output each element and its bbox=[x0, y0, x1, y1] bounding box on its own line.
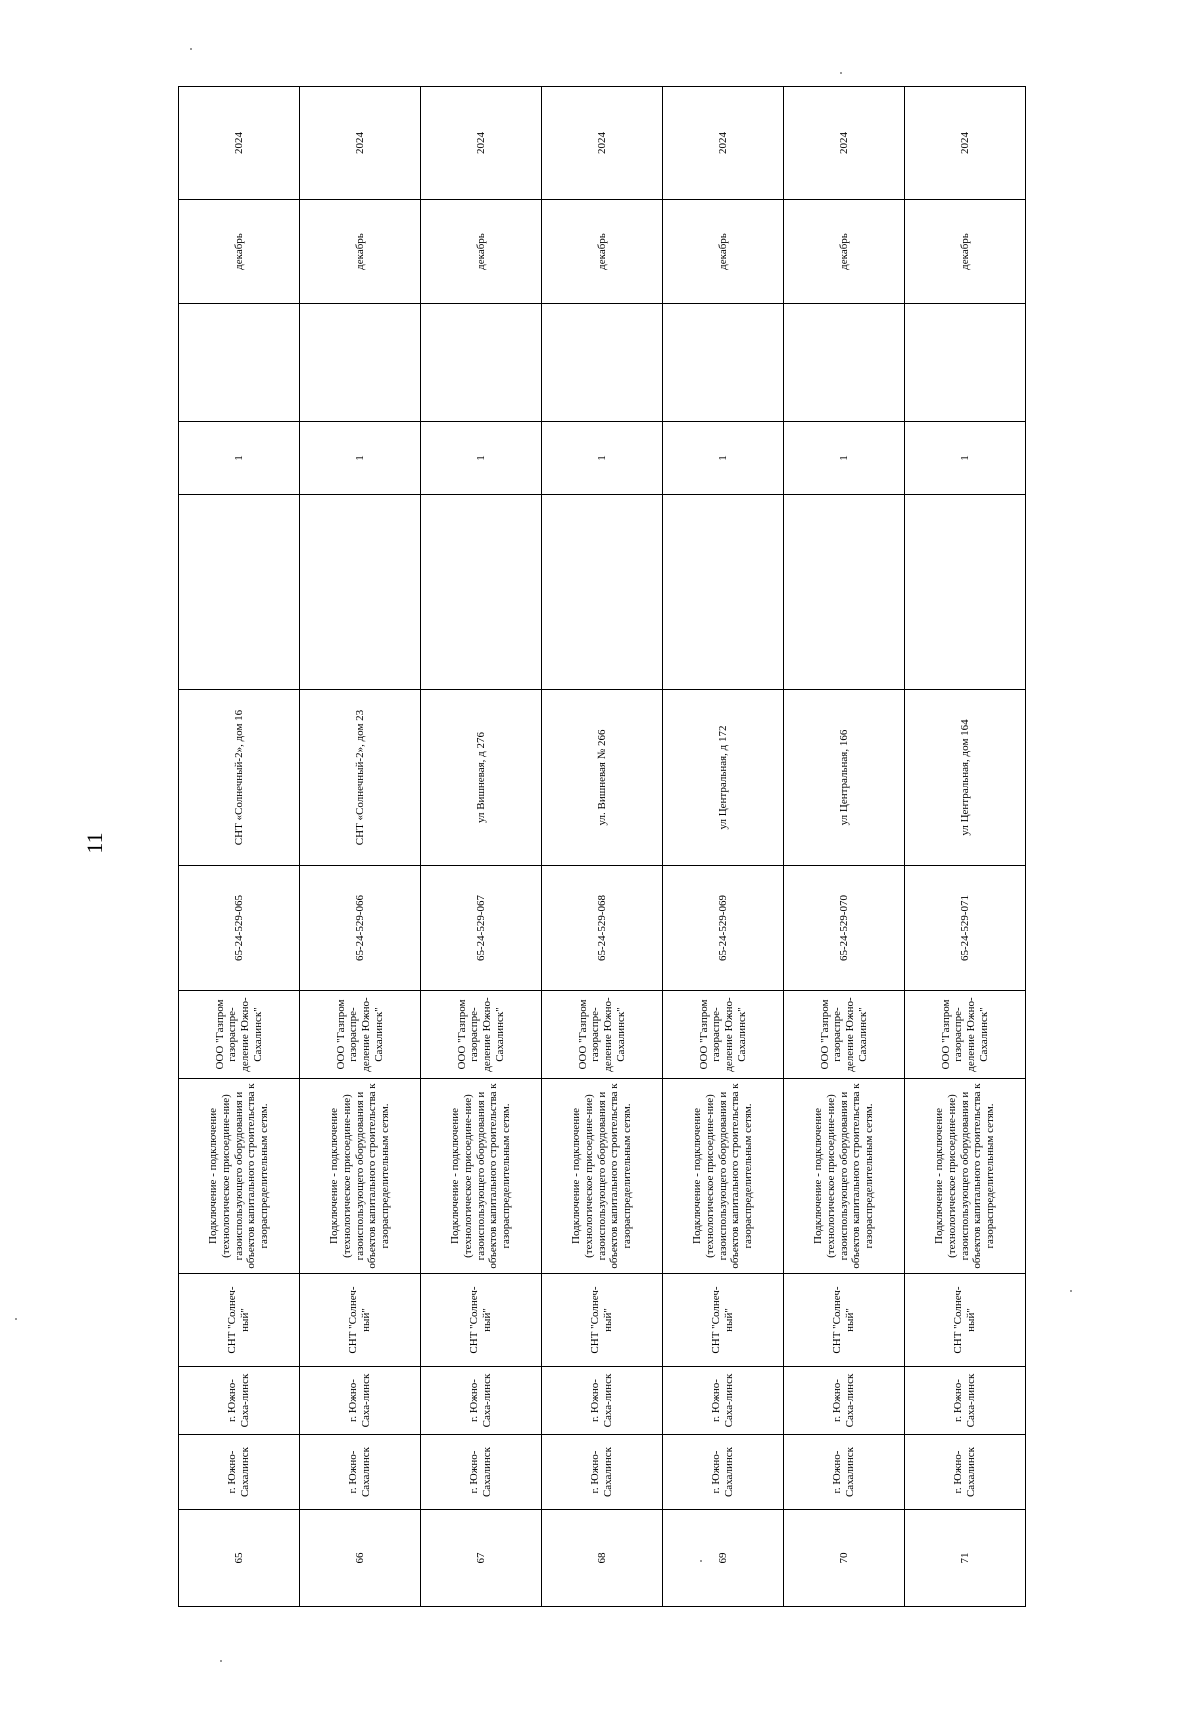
cell-extra bbox=[542, 495, 663, 690]
cell-description: Подключение - подключение (технологическое присоедине-ние) газоиспользующего оборудования и объектов капитального строительства к газораспределительным сетям. bbox=[784, 1079, 905, 1274]
cell-address: ул. Вишневая № 266 bbox=[542, 690, 663, 866]
cell-code: 65-24-529-070 bbox=[784, 866, 905, 991]
scan-speck bbox=[1070, 1290, 1072, 1292]
cell-description: Подключение - подключение (технологическое присоедине-ние) газоиспользующего оборудования и объектов капитального строительства к газораспределительным сетям. bbox=[421, 1079, 542, 1274]
cell-month: декабрь bbox=[421, 200, 542, 304]
cell-operator: ООО "Газпром газораспре-деление Южно-Сахалинск" bbox=[300, 991, 421, 1079]
cell-month: декабрь bbox=[663, 200, 784, 304]
cell-snt: СНТ "Солнеч-ный" bbox=[300, 1274, 421, 1367]
cell-district: г. Южно-Саха-линск bbox=[179, 1367, 300, 1435]
cell-year: 2024 bbox=[784, 87, 905, 200]
cell-month: декабрь bbox=[179, 200, 300, 304]
cell-snt: СНТ "Солнеч-ный" bbox=[905, 1274, 1026, 1367]
table-row bbox=[905, 87, 1026, 1607]
cell-qty: 1 bbox=[179, 422, 300, 495]
cell-operator: ООО "Газпром газораспре-деление Южно-Сахалинск" bbox=[663, 991, 784, 1079]
cell-description: Подключение - подключение (технологическое присоедине-ние) газоиспользующего оборудования и объектов капитального строительства к газораспределительным сетям. bbox=[300, 1079, 421, 1274]
scan-speck bbox=[220, 1660, 222, 1662]
cell-city: г. Южно-Сахалинск bbox=[542, 1435, 663, 1510]
cell-city: г. Южно-Сахалинск bbox=[663, 1435, 784, 1510]
cell-city: г. Южно-Сахалинск bbox=[905, 1435, 1026, 1510]
cell-year: 2024 bbox=[905, 87, 1026, 200]
cell-extra bbox=[300, 495, 421, 690]
rotated-table-frame bbox=[178, 87, 1026, 1607]
cell-operator: ООО "Газпром газораспре-деление Южно-Сахалинск" bbox=[784, 991, 905, 1079]
cell-address: ул Центральная, дом 164 bbox=[905, 690, 1026, 866]
table-row bbox=[179, 87, 300, 1607]
cell-address: СНТ «Солнечный-2», дом 23 bbox=[300, 690, 421, 866]
cell-district: г. Южно-Саха-линск bbox=[905, 1367, 1026, 1435]
cell-code: 65-24-529-067 bbox=[421, 866, 542, 991]
cell-num: 71 bbox=[905, 1510, 1026, 1607]
cell-qty: 1 bbox=[663, 422, 784, 495]
cell-district: г. Южно-Саха-линск bbox=[542, 1367, 663, 1435]
cell-snt: СНТ "Солнеч-ный" bbox=[179, 1274, 300, 1367]
cell-year: 2024 bbox=[542, 87, 663, 200]
cell-num: 67 bbox=[421, 1510, 542, 1607]
scan-speck bbox=[190, 48, 192, 50]
page-number: 11 bbox=[82, 832, 107, 854]
cell-district: г. Южно-Саха-линск bbox=[784, 1367, 905, 1435]
cell-operator: ООО "Газпром газораспре-деление Южно-Сахалинск" bbox=[179, 991, 300, 1079]
cell-num: 65 bbox=[179, 1510, 300, 1607]
cell-num: 69 bbox=[663, 1510, 784, 1607]
cell-extra bbox=[784, 495, 905, 690]
cell-month: декабрь bbox=[905, 200, 1026, 304]
cell-blank bbox=[421, 304, 542, 422]
cell-code: 65-24-529-069 bbox=[663, 866, 784, 991]
cell-month: декабрь bbox=[542, 200, 663, 304]
cell-num: 70 bbox=[784, 1510, 905, 1607]
cell-city: г. Южно-Сахалинск bbox=[421, 1435, 542, 1510]
scan-speck bbox=[15, 1318, 17, 1320]
cell-year: 2024 bbox=[663, 87, 784, 200]
cell-qty: 1 bbox=[542, 422, 663, 495]
cell-qty: 1 bbox=[905, 422, 1026, 495]
connection-register-table bbox=[178, 86, 1026, 1607]
cell-qty: 1 bbox=[300, 422, 421, 495]
cell-address: ул Центральная, д 172 bbox=[663, 690, 784, 866]
cell-snt: СНТ "Солнеч-ный" bbox=[542, 1274, 663, 1367]
table-row bbox=[421, 87, 542, 1607]
scan-speck bbox=[840, 72, 842, 74]
cell-extra bbox=[663, 495, 784, 690]
cell-extra bbox=[179, 495, 300, 690]
cell-address: ул Центральная, 166 bbox=[784, 690, 905, 866]
table-row bbox=[784, 87, 905, 1607]
cell-code: 65-24-529-065 bbox=[179, 866, 300, 991]
cell-address: СНТ «Солнечный-2», дом 16 bbox=[179, 690, 300, 866]
cell-code: 65-24-529-071 bbox=[905, 866, 1026, 991]
cell-snt: СНТ "Солнеч-ный" bbox=[421, 1274, 542, 1367]
cell-description: Подключение - подключение (технологическое присоедине-ние) газоиспользующего оборудования и объектов капитального строительства к газораспределительным сетям. bbox=[179, 1079, 300, 1274]
table-row bbox=[663, 87, 784, 1607]
table-row bbox=[542, 87, 663, 1607]
cell-district: г. Южно-Саха-линск bbox=[663, 1367, 784, 1435]
cell-qty: 1 bbox=[421, 422, 542, 495]
cell-city: г. Южно-Сахалинск bbox=[179, 1435, 300, 1510]
cell-blank bbox=[784, 304, 905, 422]
table-container bbox=[178, 87, 1026, 1607]
scan-speck bbox=[700, 1560, 702, 1562]
cell-district: г. Южно-Саха-линск bbox=[421, 1367, 542, 1435]
cell-qty: 1 bbox=[784, 422, 905, 495]
cell-blank bbox=[300, 304, 421, 422]
cell-address: ул Вишневая, д 276 bbox=[421, 690, 542, 866]
cell-year: 2024 bbox=[179, 87, 300, 200]
cell-blank bbox=[179, 304, 300, 422]
cell-city: г. Южно-Сахалинск bbox=[784, 1435, 905, 1510]
cell-operator: ООО "Газпром газораспре-деление Южно-Сахалинск" bbox=[542, 991, 663, 1079]
cell-month: декабрь bbox=[300, 200, 421, 304]
cell-blank bbox=[663, 304, 784, 422]
cell-extra bbox=[421, 495, 542, 690]
cell-description: Подключение - подключение (технологическое присоедине-ние) газоиспользующего оборудования и объектов капитального строительства к газораспределительным сетям. bbox=[663, 1079, 784, 1274]
cell-month: декабрь bbox=[784, 200, 905, 304]
cell-city: г. Южно-Сахалинск bbox=[300, 1435, 421, 1510]
cell-description: Подключение - подключение (технологическое присоедине-ние) газоиспользующего оборудования и объектов капитального строительства к газораспределительным сетям. bbox=[542, 1079, 663, 1274]
cell-blank bbox=[542, 304, 663, 422]
cell-description: Подключение - подключение (технологическое присоедине-ние) газоиспользующего оборудования и объектов капитального строительства к газораспределительным сетям. bbox=[905, 1079, 1026, 1274]
cell-extra bbox=[905, 495, 1026, 690]
cell-num: 66 bbox=[300, 1510, 421, 1607]
cell-operator: ООО "Газпром газораспре-деление Южно-Сахалинск" bbox=[421, 991, 542, 1079]
cell-snt: СНТ "Солнеч-ный" bbox=[663, 1274, 784, 1367]
cell-num: 68 bbox=[542, 1510, 663, 1607]
cell-year: 2024 bbox=[421, 87, 542, 200]
cell-code: 65-24-529-068 bbox=[542, 866, 663, 991]
table-body bbox=[179, 87, 1026, 1607]
cell-blank bbox=[905, 304, 1026, 422]
cell-operator: ООО "Газпром газораспре-деление Южно-Сахалинск" bbox=[905, 991, 1026, 1079]
cell-year: 2024 bbox=[300, 87, 421, 200]
cell-district: г. Южно-Саха-линск bbox=[300, 1367, 421, 1435]
cell-snt: СНТ "Солнеч-ный" bbox=[784, 1274, 905, 1367]
cell-code: 65-24-529-066 bbox=[300, 866, 421, 991]
table-row bbox=[300, 87, 421, 1607]
